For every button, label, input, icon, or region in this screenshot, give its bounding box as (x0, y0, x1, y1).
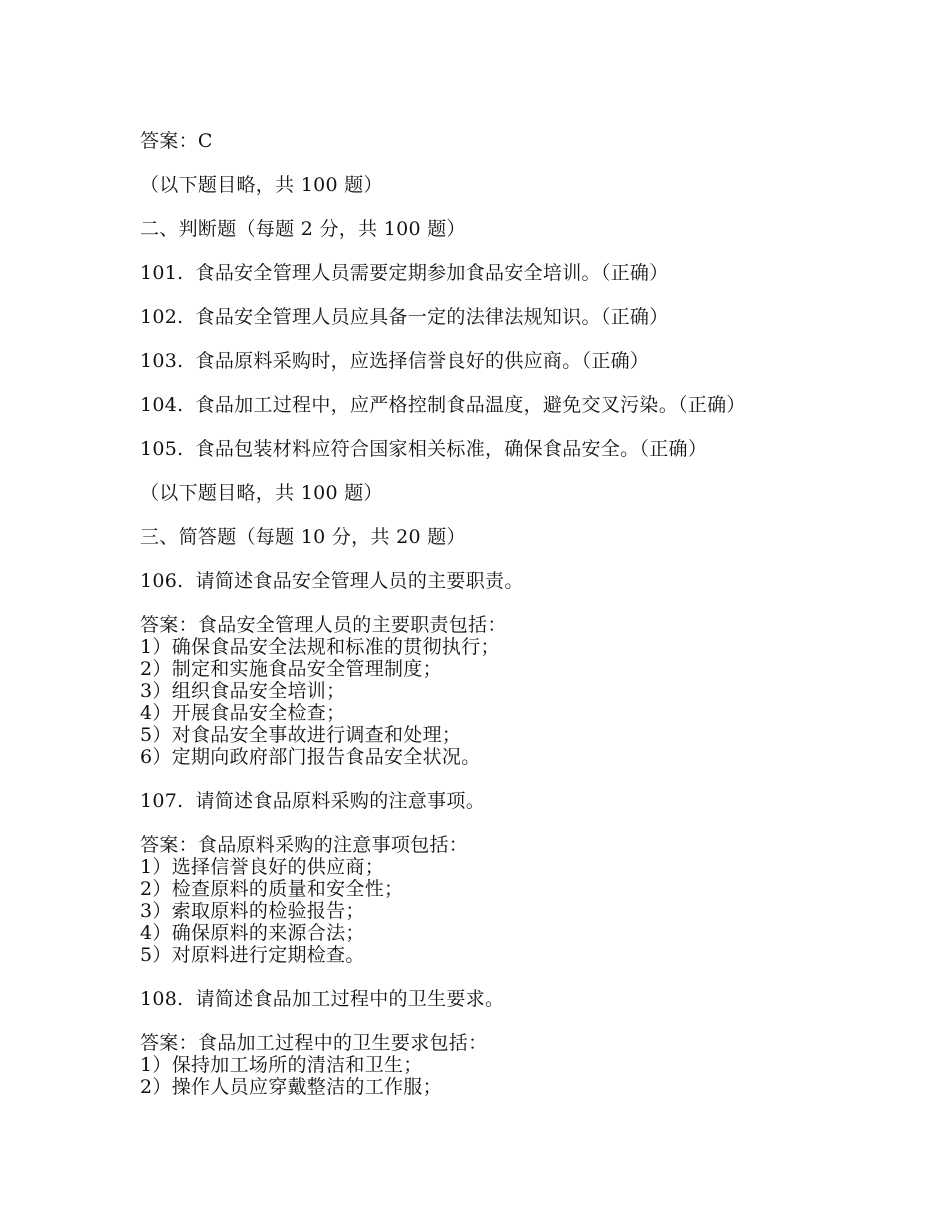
question-number: 108. (140, 988, 184, 1010)
answer-line: 答案：食品原料采购的注意事项包括： (140, 834, 469, 856)
answer-line: 4）确保原料的来源合法； (140, 922, 365, 944)
answer-line: 3）组织食品安全培训； (140, 680, 346, 702)
omitted-note: （以下题目略，共 100 题） (140, 174, 383, 196)
answer-line: 2）操作人员应穿戴整洁的工作服； (140, 1076, 442, 1098)
section-heading-short-answer: 三、简答题（每题 10 分，共 20 题） (140, 526, 466, 548)
question-text: 食品安全管理人员应具备一定的法律法规知识。（正确） (195, 306, 669, 328)
question-text: 食品包装材料应符合国家相关标准，确保食品安全。（正确） (195, 438, 708, 460)
question-number: 105. (140, 438, 184, 460)
question-text: 请简述食品安全管理人员的主要职责。 (195, 570, 524, 592)
answer-line: 答案：食品安全管理人员的主要职责包括： (140, 614, 507, 636)
question-text: 请简述食品加工过程中的卫生要求。 (195, 988, 505, 1010)
question-number: 106. (140, 570, 184, 592)
tf-question-102 (140, 306, 790, 328)
answer-block-108 (140, 1032, 790, 1098)
short-question-107 (140, 790, 790, 812)
tf-question-103 (140, 350, 790, 372)
question-text: 食品安全管理人员需要定期参加食品安全培训。（正确） (195, 262, 669, 284)
tf-question-101 (140, 262, 790, 284)
question-number: 103. (140, 350, 184, 372)
section-heading-true-false: 二、判断题（每题 2 分，共 100 题） (140, 218, 466, 240)
answer-block-106 (140, 614, 790, 768)
question-number: 104. (140, 394, 184, 416)
answer-line: 答案：C (140, 130, 213, 152)
question-text: 食品加工过程中，应严格控制食品温度，避免交叉污染。（正确） (195, 394, 746, 416)
tf-question-104 (140, 394, 790, 416)
omitted-note: （以下题目略，共 100 题） (140, 482, 383, 504)
answer-line: 6）定期向政府部门报告食品安全状况。 (140, 746, 481, 768)
question-number: 101. (140, 262, 184, 284)
answer-line: 2）制定和实施食品安全管理制度； (140, 658, 442, 680)
answer-line: 5）对原料进行定期检查。 (140, 944, 365, 966)
answer-line: 1）保持加工场所的清洁和卫生； (140, 1054, 423, 1076)
answer-line: 3）索取原料的检验报告； (140, 900, 365, 922)
answer-line: 1）确保食品安全法规和标准的贯彻执行； (140, 636, 500, 658)
question-text: 请简述食品原料采购的注意事项。 (195, 790, 486, 812)
short-question-106 (140, 570, 790, 592)
question-number: 102. (140, 306, 184, 328)
question-text: 食品原料采购时，应选择信誉良好的供应商。（正确） (195, 350, 650, 372)
short-question-108 (140, 988, 790, 1010)
answer-line: 2）检查原料的质量和安全性； (140, 878, 404, 900)
answer-line: 答案：食品加工过程中的卫生要求包括： (140, 1032, 488, 1054)
answer-line: 1）选择信誉良好的供应商； (140, 856, 384, 878)
answer-block-107 (140, 834, 790, 966)
answer-line: 4）开展食品安全检查； (140, 702, 346, 724)
tf-question-105 (140, 438, 790, 460)
question-number: 107. (140, 790, 184, 812)
document-body (140, 130, 790, 1120)
answer-line: 5）对食品安全事故进行调查和处理； (140, 724, 462, 746)
